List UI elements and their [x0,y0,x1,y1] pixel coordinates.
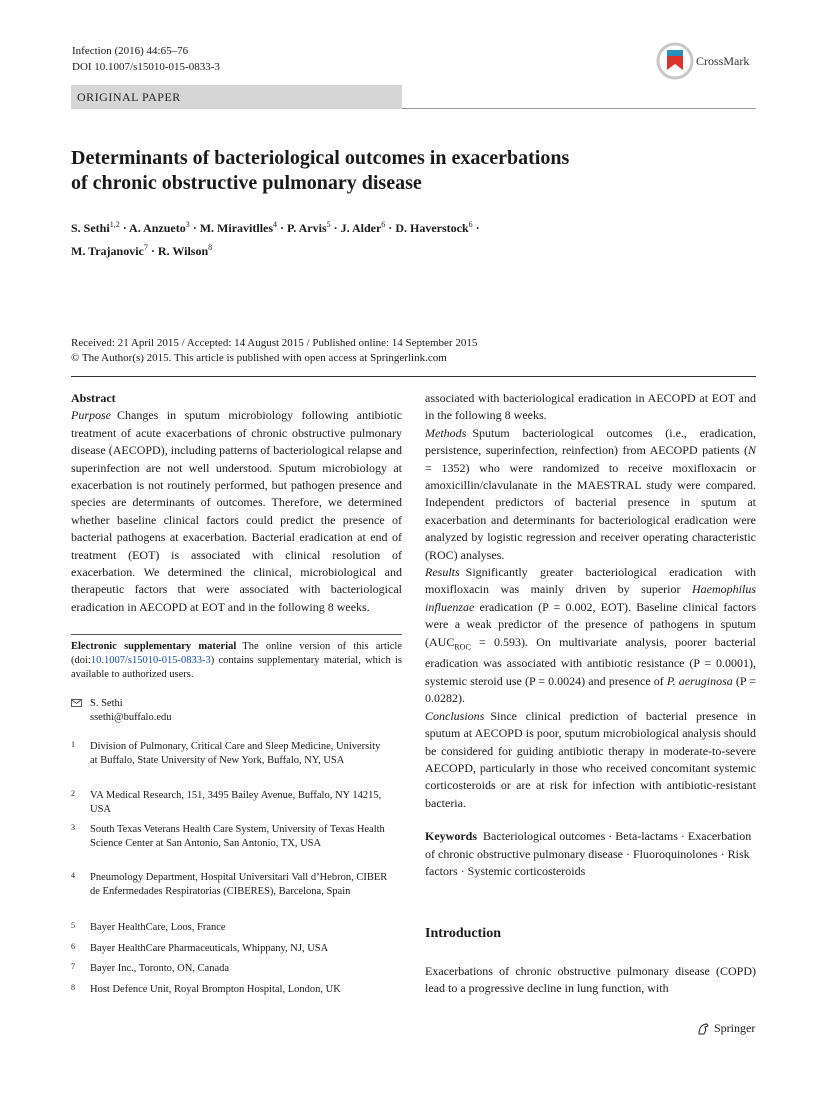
organism-name-2: P. aeruginosa [666,673,733,688]
methods-text: Sputum bacteriological outcomes (i.e., eradication, persistence, superinfection, reinfection) from AECOPD patients ( [425,425,756,458]
divider [71,376,756,377]
affiliation-text: South Texas Veterans Health Care System, University of Texas Health Science Center at San Antonio, San Antonio, TX, USA [90,824,385,849]
purpose-continuation: associated with bacteriological eradication in AECOPD at EOT and in the following 8 weeks. [425,391,756,423]
contact-email[interactable]: ssethi@buffalo.edu [90,712,172,723]
contact-name: S. Sethi [90,698,123,709]
abstract-heading: Abstract [71,391,116,405]
affiliation-text: Bayer Inc., Toronto, ON, Canada [90,963,230,974]
journal-doi: DOI 10.1007/s15010-015-0833-3 [72,61,220,73]
author-name[interactable]: A. Anzueto [129,221,186,235]
author-name[interactable]: P. Arvis [287,221,327,235]
methods-text-2: = 1352) who were randomized to receive moxifloxacin or amoxicillin/clavulanate in the MAESTRAL study were compared. Independent predictors of bacterial presence in sputum at exacerbation and determinants for bacteriological eradication were analyzed by logistic regression and receiver operating characteristic (ROC) analyses. [425,460,756,562]
author-name[interactable]: M. Trajanovic [71,244,144,258]
affiliation-number: 3 [71,823,75,832]
publisher-logo [696,1020,766,1040]
affiliation-number: 6 [71,942,75,951]
article-type-banner: ORIGINAL PAPER [71,85,402,109]
results-text-3: = 0.593). On multivariate analysis, poorer bacterial eradication was associated with antibiotic resistance (P = 0.0001), systemic steroid use (P = 0.0024) and presence of [425,634,756,688]
author-affiliation: 5 [326,220,331,229]
affiliation-number: 8 [71,983,75,992]
corresponding-author [71,697,402,725]
abstract-purpose [71,407,402,618]
esm-text: The online version of this article (doi: [71,641,402,666]
keywords-label: Keywords [425,829,477,844]
affiliation-number: 1 [71,740,75,749]
crossmark-label: CrossMark [696,54,750,68]
open-access-line: © The Author(s) 2015. This article is published with open access at Springerlink.com [71,352,447,364]
auc-subscript: ROC [454,642,471,652]
journal-citation: Infection (2016) 44:65–76 [72,45,189,57]
author-name[interactable]: J. Alder [340,221,382,235]
title-line-1: Determinants of bacteriological outcomes in exacerbations [71,147,570,169]
author-affiliation: 7 [143,243,148,252]
conclusions-label: Conclusions [425,708,485,723]
author-affiliation: 8 [208,243,213,252]
section-heading-introduction: Introduction [425,926,501,941]
author-name[interactable]: D. Haverstock [395,221,469,235]
keywords-text: Bacteriological outcomes · Beta-lactams · Exacerbation of chronic obstructive pulmonary disease · Fluoroquinolones · Risk factors · Systemic corticosteroids [425,829,752,878]
esm-doi-link[interactable]: 10.1007/s15010-015-0833-3 [90,655,211,666]
affiliation-text: Host Defence Unit, Royal Brompton Hospital, London, UK [90,984,341,995]
organism-name: Haemophilus influenzae [425,582,756,614]
purpose-label: Purpose [71,408,111,423]
affiliation-number: 5 [71,921,75,930]
abstract-left-column [71,390,402,618]
author-name[interactable]: S. Sethi [71,221,110,235]
author-name[interactable]: M. Miravitlles [199,221,274,235]
affiliation-number: 4 [71,871,75,880]
affiliation-text: Division of Pulmonary, Critical Care and Sleep Medicine, University at Buffalo, State University of New York, Buffalo, NY, USA [90,741,381,766]
author-list: S. Sethi$^{1,2}$ · A. Anzueto$^3$ · M. Miravitlles$^4$ · P. Arvis$^5$ · J. Alder$^6$ · D. Haverstock$^6$ · M. Trajanovic$^7$ · R. Wilson$^8$ [71,220,480,258]
methods-n: N [747,443,756,458]
results-text: Significantly greater bacteriological eradication with moxifloxacin was mainly driven by superior [425,565,756,597]
publisher-name: Springer [714,1021,756,1035]
springer-horse-icon [696,1022,710,1036]
conclusions-text: Since clinical prediction of bacterial presence in sputum at AECOPD is poor, sputum microbiological analysis should be considered for guiding antibiotic therapy in moderate-to-severe AECOPD, particularly in those who received concomitant systemic corticosteroids or are at risk for infection with antibiotic-resistant bacteria. [425,708,756,810]
introduction-text: Exacerbations of chronic obstructive pulmonary disease (COPD) lead to a progressive decline in lung function, with [425,964,756,996]
results-text-2: eradication (P = 0.002, EOT). Baseline clinical factors were a weak predictor of the presence of pathogens in sputum (AUC [425,599,756,649]
author-affiliation: 1,2 [109,220,120,229]
author-affiliation: 6 [381,220,386,229]
abstract-right-column [425,390,756,880]
publication-dates [71,336,477,366]
esm-text-2: ) contains supplementary material, which is available to authorized users. [71,655,402,680]
journal-header [72,43,220,75]
abstract-methods [425,425,756,564]
abstract-conclusions [425,708,756,812]
esm-label: Electronic supplementary material [71,641,237,652]
affiliation-text: Bayer HealthCare, Loos, France [90,922,226,933]
crossmark-badge[interactable] [656,42,758,80]
dates-line: Received: 21 April 2015 / Accepted: 14 August 2015 / Published online: 14 September 2015 [71,337,478,349]
results-label: Results [425,565,460,580]
abstract-results [425,564,756,708]
author-affiliation: 4 [273,220,278,229]
affiliation-number: 2 [71,789,75,798]
envelope-icon [71,699,82,707]
title-line-2: of chronic obstructive pulmonary disease [71,172,422,194]
author-affiliation: 6 [468,220,473,229]
methods-label: Methods [425,425,467,440]
crossmark-icon [656,42,694,80]
author-name[interactable]: R. Wilson [157,244,209,258]
divider [71,634,402,635]
keywords [425,828,756,880]
article-title [71,146,711,196]
affiliation-text: Pneumology Department, Hospital Universitari Vall d’Hebron, CIBER de Enfermedades Respiratorias (CIBERES), Barcelona, Spain [90,872,388,897]
affiliation-text: VA Medical Research, 151, 3495 Bailey Avenue, Buffalo, NY 14215, USA [90,790,382,815]
purpose-text: Changes in sputum microbiology following antibiotic treatment of acute exacerbations of chronic obstructive pulmonary disease (AECOPD), including patterns of bacteriological relapse and superinfection are not well understood. Sputum microbiology at exacerbation is not routinely performed, but pathogen presence and species are determinants of outcomes. Therefore, we determined whether baseline clinical factors could predict the presence of bacterial pathogens at exacerbation. Bacterial eradication at end of treatment (EOT) is associated with clinical resolution of exacerbation. We determined the clinical, microbiological and therapeutic factors that were associated with bacteriological eradication in AECOPD at EOT and in the following 8 weeks. [71,408,402,614]
author-affiliation: 3 [185,220,190,229]
affiliation-number: 7 [71,962,75,971]
supplementary-note [71,640,402,682]
results-text-4: (P = 0.0282). [425,673,756,706]
divider [402,108,756,109]
affiliation-text: Bayer HealthCare Pharmaceuticals, Whippany, NJ, USA [90,943,329,954]
